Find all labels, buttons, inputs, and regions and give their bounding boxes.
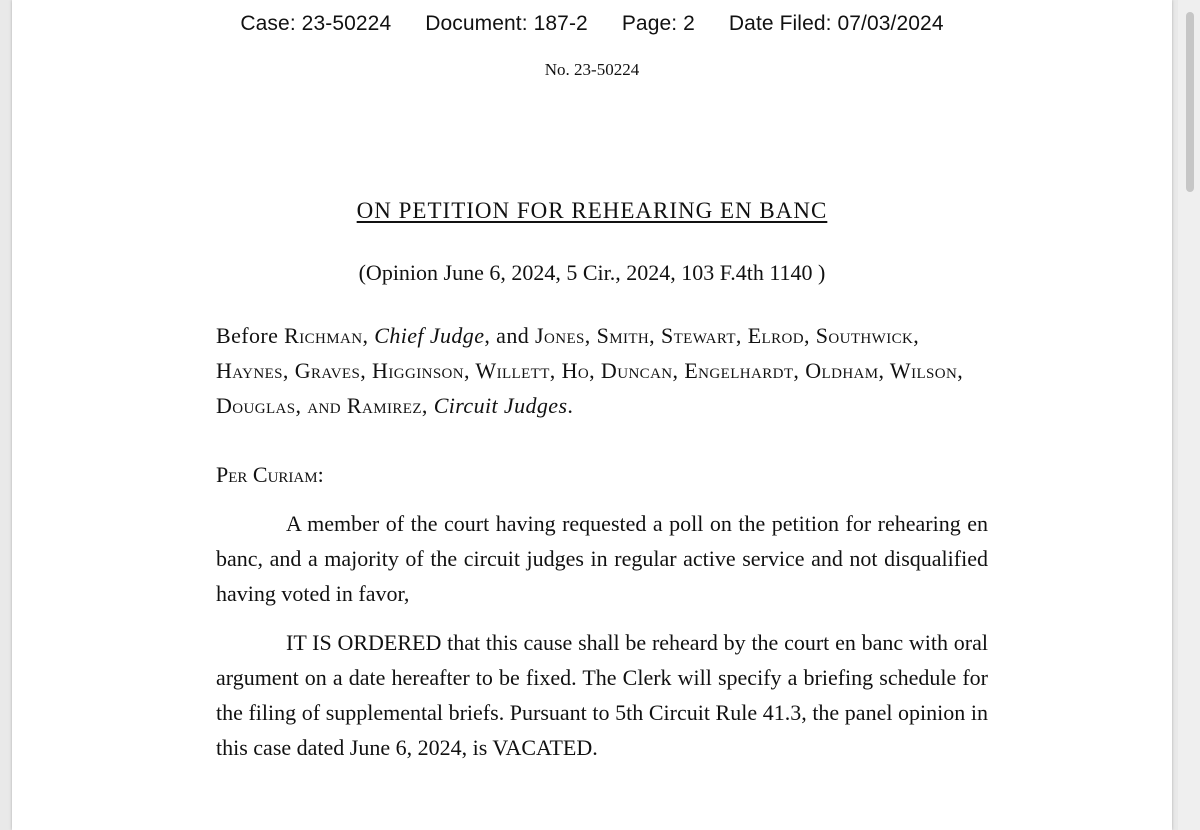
chief-judge-name: Richman (284, 323, 363, 348)
filing-stamp-header (12, 12, 1172, 36)
document-number-stamp: Document: 187-2 (425, 12, 588, 35)
scrollbar-thumb[interactable] (1186, 12, 1194, 192)
page-number-stamp: Page: 2 (621, 12, 695, 35)
case-number-stamp: Case: 23-50224 (240, 12, 392, 35)
caption-title: ON PETITION FOR REHEARING EN BANC (356, 198, 828, 223)
docket-number: No. 23-50224 (544, 60, 640, 79)
date-filed-stamp: Date Filed: 07/03/2024 (728, 12, 944, 35)
poll-paragraph: A member of the court having requested a poll on the petition for rehearing en banc, and a majority of the circuit judges in regular active service and not disqualified having voted in favor, (216, 511, 988, 606)
per-curiam-heading: Per Curiam: (216, 462, 324, 487)
order-text: that this cause shall be reheard by the court en banc with oral argument on a date hereafter to be fixed. The Clerk will specify a briefing schedule for the filing of supplemental briefs. Pursuant to 5th Circuit Rule 41.3, the panel opinion in this case dated June 6, 2024, is (216, 630, 988, 760)
chief-judge-title: Chief Judge (374, 323, 485, 348)
opinion-citation: (Opinion June 6, 2024, 5 Cir., 2024, 103 F.4th 1140 ) (358, 260, 826, 285)
panel-judges: Before Richman, Chief Judge, and Jones, Smith, Stewart, Elrod, Southwick, Haynes, Graves, Higginson, Willett, Ho, Duncan, Engelhardt, Oldham, Wilson, Douglas, and Ramirez, Circuit Judges. (216, 323, 964, 418)
circuit-judges-names: Jones, Smith, Stewart, Elrod, Southwick, Haynes, Graves, Higginson, Willett, Ho, Duncan, Engelhardt, Oldham, Wilson, Douglas, and Ramirez (216, 323, 964, 418)
ordered-phrase: IT IS ORDERED (286, 630, 442, 655)
before-prefix: Before (216, 323, 285, 348)
vacated-word: VACATED. (492, 735, 598, 760)
vertical-scrollbar[interactable] (1178, 0, 1200, 830)
document-page (12, 0, 1172, 830)
and-word: , and (484, 323, 536, 348)
order-paragraph (216, 625, 988, 765)
circuit-judges-title: Circuit Judges (433, 393, 568, 418)
